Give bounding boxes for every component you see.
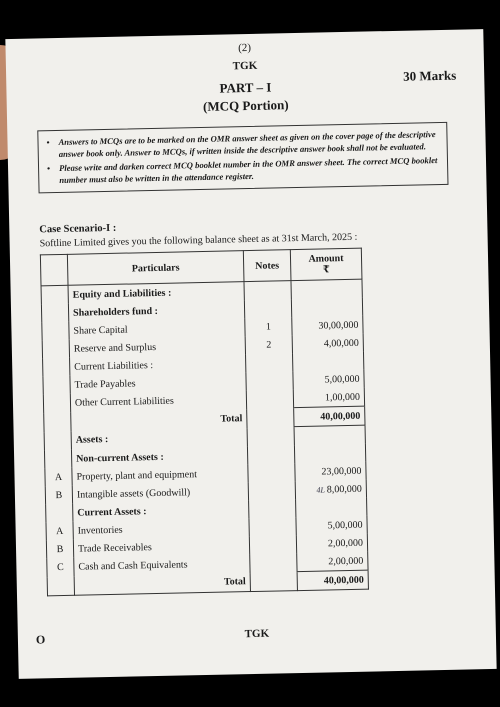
currency-symbol: ₹ — [322, 264, 330, 276]
row-amount: 5,00,000 — [293, 370, 364, 389]
row-mark — [46, 504, 73, 523]
row-note — [250, 553, 297, 572]
row-mark: B — [46, 540, 73, 559]
part-subtitle: (MCQ Portion) — [202, 97, 289, 114]
row-label: Assets : — [71, 428, 247, 450]
row-mark — [42, 340, 69, 359]
row-mark — [44, 412, 71, 432]
row-amount: 30,00,000 — [292, 316, 363, 335]
row-note: 2 — [245, 335, 292, 354]
row-label: Trade Payables — [70, 372, 246, 394]
row-label: Intangible assets (Goodwill) — [72, 482, 248, 504]
row-amount: 23,00,000 — [295, 462, 366, 481]
row-label: Current Assets : — [73, 500, 249, 522]
row-amount — [292, 352, 363, 371]
pencil-annotation: 4L — [316, 484, 325, 495]
instruction-item: • Answers to MCQs are to be marked on the OMR answer sheet as given on the cover page of the descriptive answer book only. Answer to MCQs, if written inside the descriptive answer book shall not be evaluated. — [46, 128, 438, 161]
footer-code: TGK — [244, 627, 270, 641]
row-mark — [44, 450, 71, 469]
row-label: Cash and Cash Equivalents — [74, 554, 250, 576]
row-label: Non-current Assets : — [71, 446, 247, 468]
amount-header-label: Amount — [308, 253, 344, 265]
row-label: Total — [74, 573, 250, 596]
row-note — [246, 389, 293, 408]
row-label: Other Current Liabilities — [70, 390, 246, 412]
row-note — [244, 281, 291, 300]
page-number: (2) — [238, 41, 252, 55]
row-amount — [296, 498, 367, 517]
row-amount — [291, 298, 362, 317]
row-amount: 40,00,000 — [294, 406, 365, 426]
row-label: Inventories — [73, 518, 249, 540]
row-mark — [43, 358, 70, 377]
balance-sheet-table — [40, 248, 369, 597]
row-mark — [43, 376, 70, 395]
row-label: Equity and Liabilities : — [68, 282, 244, 304]
row-mark — [44, 431, 71, 450]
row-label: Property, plant and equipment — [72, 464, 248, 486]
mark-header — [40, 254, 68, 286]
row-note — [249, 535, 296, 554]
row-amount — [294, 425, 365, 445]
row-amount: 1,00,000 — [293, 388, 364, 408]
row-label: Share Capital — [69, 318, 245, 340]
part-heading: PART – I — [219, 79, 272, 96]
row-amount — [294, 444, 365, 463]
row-note — [247, 427, 294, 446]
row-label: Current Liabilities : — [70, 354, 246, 376]
row-note — [248, 481, 295, 500]
amount-value: 8,00,000 — [326, 483, 362, 495]
row-mark — [41, 285, 68, 304]
instruction-item: • Please write and darken correct MCQ booklet number in the OMR answer sheet. The correct MCQ booklet number must also be written in the attendance register. — [47, 154, 439, 187]
row-mark — [43, 394, 70, 413]
row-amount — [291, 279, 362, 299]
case-title: Case Scenario-I : — [39, 222, 117, 236]
row-amount — [295, 480, 366, 499]
notes-header: Notes — [243, 250, 291, 282]
amount-header — [290, 248, 362, 280]
row-note — [250, 572, 297, 592]
row-note — [249, 499, 296, 518]
row-mark: A — [45, 468, 72, 487]
row-note — [244, 299, 291, 318]
row-amount: 4,00,000 — [292, 334, 363, 353]
row-note — [249, 517, 296, 536]
row-note — [247, 445, 294, 464]
row-label: Total — [71, 409, 247, 432]
row-amount: 2,00,000 — [297, 552, 368, 572]
exam-page — [5, 29, 496, 679]
row-label: Shareholders fund : — [68, 300, 244, 322]
paper-code: TGK — [232, 59, 258, 73]
row-mark: A — [46, 522, 73, 541]
row-mark: C — [47, 558, 74, 577]
row-mark — [47, 576, 74, 596]
row-mark: B — [45, 486, 72, 505]
row-amount: 2,00,000 — [296, 534, 367, 553]
row-note — [247, 408, 294, 428]
row-label: Trade Receivables — [73, 536, 249, 558]
row-amount: 5,00,000 — [296, 516, 367, 535]
row-amount: 40,00,000 — [297, 570, 368, 590]
row-note — [248, 463, 295, 482]
row-label: Reserve and Surplus — [69, 336, 245, 358]
row-note: 1 — [245, 317, 292, 336]
row-note — [246, 353, 293, 372]
footer-mark: O — [35, 632, 46, 647]
row-note — [246, 371, 293, 390]
case-intro: Softline Limited gives you the following balance sheet as at 31st March, 2025 : — [39, 231, 358, 250]
particulars-header: Particulars — [67, 251, 244, 286]
marks-label: 30 Marks — [402, 67, 457, 84]
row-mark — [42, 322, 69, 341]
row-mark — [41, 304, 68, 323]
instructions-box — [37, 122, 448, 193]
